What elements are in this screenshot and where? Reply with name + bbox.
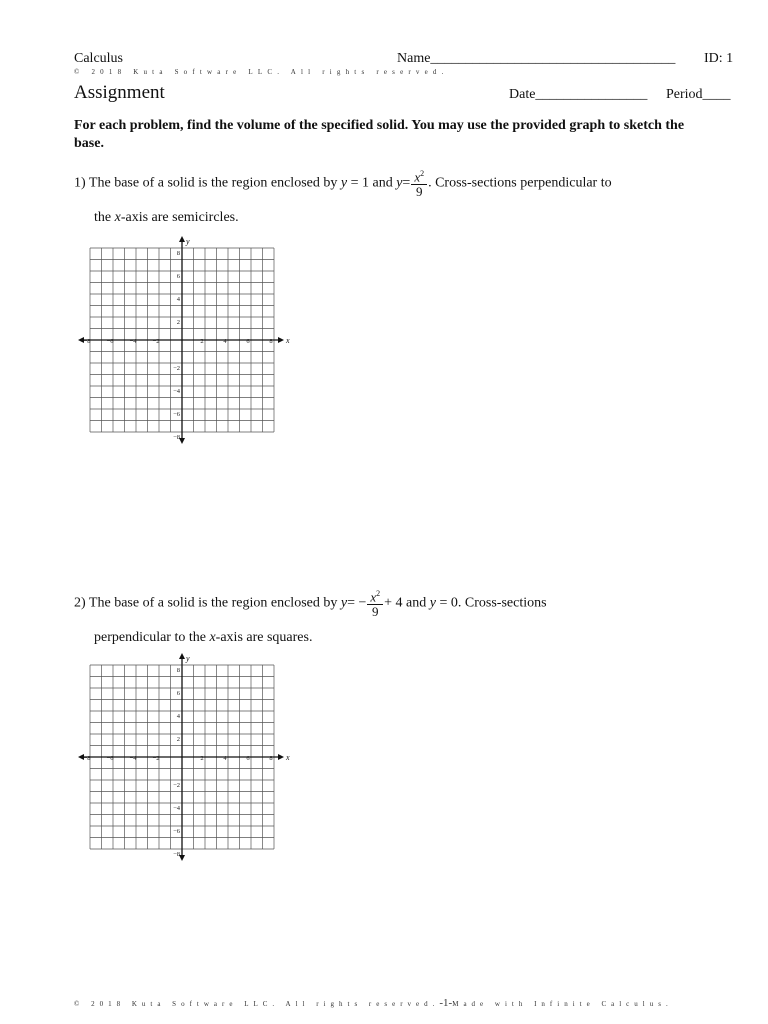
period-field[interactable]: Period____: [666, 87, 731, 102]
problem-1-line-2: the x-axis are semicircles.: [94, 210, 239, 225]
x-tick-label: −2: [152, 755, 160, 762]
y-tick-label: 8: [176, 667, 180, 674]
y-tick-label: −4: [173, 388, 180, 395]
y-axis-label: y: [186, 237, 190, 246]
id-label: ID: 1: [704, 51, 734, 66]
x-tick-label: −8: [83, 755, 91, 762]
y-tick-label: −4: [173, 805, 180, 812]
y-axis-arrow-up-icon: [179, 236, 185, 242]
y-tick-label: −8: [173, 851, 180, 858]
y-tick-label: 6: [176, 690, 180, 697]
x-tick-label: −8: [83, 338, 91, 345]
fraction: $\frac{x^2}{9}$: [411, 167, 427, 199]
copyright-header: © 2018 Kuta Software LLC. All rights reserved.: [74, 68, 449, 76]
x-axis-arrow-right-icon: [278, 754, 284, 760]
y-axis-arrow-up-icon: [179, 653, 185, 659]
x-tick-label: 8: [269, 338, 273, 345]
x-tick-label: 6: [246, 755, 250, 762]
x-tick-label: −4: [129, 338, 137, 345]
problem-2-line-2: perpendicular to the x-axis are squares.: [94, 630, 313, 645]
page-title: Assignment: [74, 82, 165, 103]
x-tick-label: −6: [106, 338, 114, 345]
coordinate-grid-1[interactable]: [76, 236, 290, 454]
name-field[interactable]: Name___________________________________: [397, 51, 676, 66]
y-tick-label: 8: [176, 250, 180, 257]
y-tick-label: 4: [176, 296, 180, 303]
x-tick-label: −6: [106, 755, 114, 762]
x-axis-label: x: [286, 753, 290, 762]
problem-number: 2): [74, 595, 86, 611]
x-tick-label: 8: [269, 755, 273, 762]
footer-made-with: Made with Infinite Calculus.: [452, 1000, 673, 1008]
problem-2-line-1: 2) The base of a solid is the region enclosed by y= − $\frac{x^2}{9}$ + 4 and y = 0. Cross-sections: [74, 589, 547, 620]
footer: [74, 997, 673, 1009]
footer-copyright: © 2018 Kuta Software LLC. All rights reserved.: [74, 1000, 440, 1008]
x-tick-label: −2: [152, 338, 160, 345]
coordinate-grid-2[interactable]: [76, 653, 290, 871]
y-tick-label: −6: [173, 828, 180, 835]
x-tick-label: −4: [129, 755, 137, 762]
y-tick-label: 6: [176, 273, 180, 280]
instructions: For each problem, find the volume of the specified solid. You may use the provided graph to sketch the base.: [74, 118, 685, 151]
y-tick-label: −2: [173, 782, 180, 789]
x-tick-label: 2: [200, 755, 204, 762]
y-tick-label: −2: [173, 365, 180, 372]
problem-number: 1): [74, 175, 86, 191]
y-tick-label: −8: [173, 434, 180, 441]
x-tick-label: 4: [223, 338, 227, 345]
fraction: $\frac{x^2}{9}$: [367, 587, 383, 619]
x-axis-arrow-right-icon: [278, 337, 284, 343]
x-axis-label: x: [286, 336, 290, 345]
page-number: -1-: [439, 997, 453, 1009]
y-tick-label: 4: [176, 713, 180, 720]
x-tick-label: 6: [246, 338, 250, 345]
x-tick-label: 4: [223, 755, 227, 762]
y-tick-label: 2: [176, 319, 180, 326]
y-tick-label: −6: [173, 411, 180, 418]
date-field[interactable]: Date________________: [509, 87, 648, 102]
y-tick-label: 2: [176, 736, 180, 743]
course-name: Calculus: [74, 51, 123, 66]
problem-1-line-1: 1) The base of a solid is the region enclosed by y = 1 and y= $\frac{x^2}{9}$ . Cross-sections perpendicular to: [74, 169, 612, 200]
x-tick-label: 2: [200, 338, 204, 345]
y-axis-label: y: [186, 654, 190, 663]
